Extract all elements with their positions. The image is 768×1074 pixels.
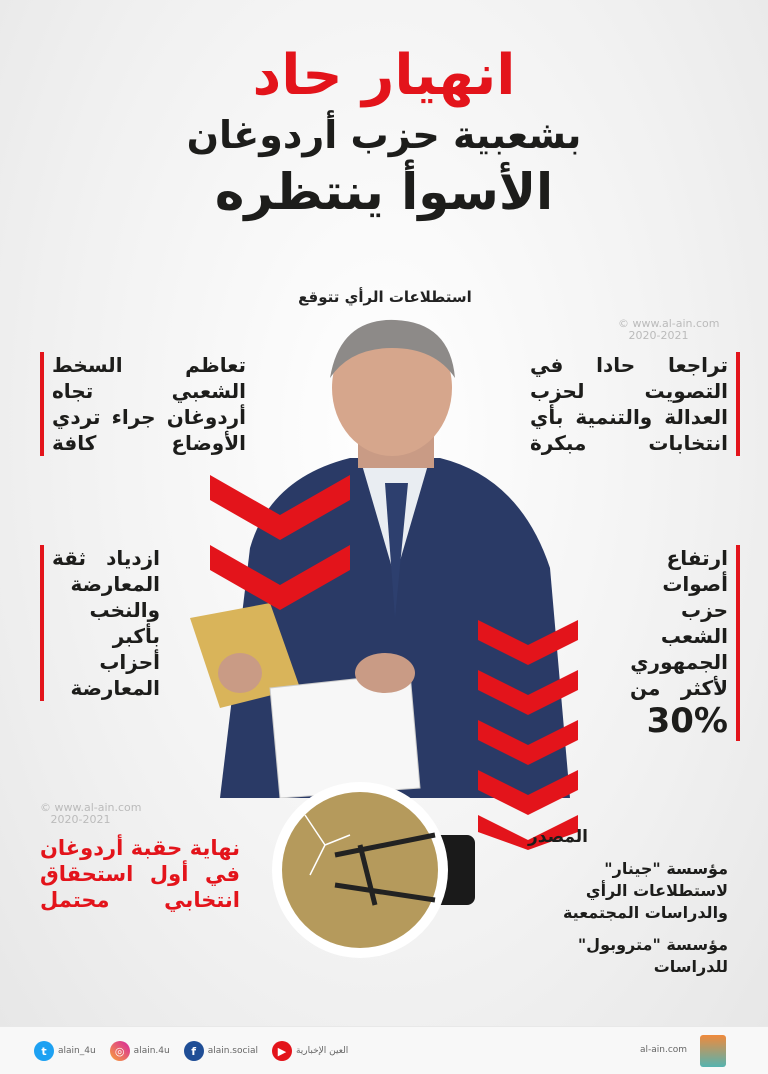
headline-line3: الأسوأ ينتظره: [214, 163, 554, 222]
site-link[interactable]: [640, 1045, 687, 1055]
source-item-metropoll: مؤسسة "متروبول" للدراسات: [577, 935, 728, 976]
headline-line2: بشعبية حزب أردوغان: [186, 113, 582, 158]
instagram-link[interactable]: [110, 1041, 170, 1061]
source-label: المصدر: [528, 827, 588, 847]
sources: [528, 826, 728, 978]
watermark-site: www.al-ain.com: [54, 801, 142, 814]
chevrons-right: [478, 620, 578, 850]
twitter-icon: t: [34, 1041, 54, 1061]
youtube-icon: ▶: [272, 1041, 292, 1061]
site-url: al-ain.com: [640, 1045, 688, 1055]
point-chp-text: ارتفاع أصوات حزب الشعب الجمهوري لأكثر من: [630, 546, 728, 700]
source-item-genar: مؤسسة "جينار" لاستطلاعات الرأي والدراسات المجتمعية: [562, 859, 728, 922]
chp-percent: 30%: [646, 701, 728, 741]
point-end-of-era: نهاية حقبة أردوغان في أول استحقاق انتخابي محتمل: [40, 836, 240, 912]
point-opposition-confidence: ازدياد ثقة المعارضة والنخب بأكبر أحزاب المعارضة: [40, 545, 160, 701]
facebook-link[interactable]: [184, 1041, 258, 1061]
watermark-years: 2020-2021: [50, 813, 111, 826]
twitter-link[interactable]: [34, 1041, 96, 1061]
social-links: [34, 1041, 348, 1061]
watermark-bottom: © www.al-ain.com 2020-2021: [40, 801, 142, 826]
footer: [0, 1026, 768, 1074]
al-ain-logo: [700, 1035, 726, 1067]
watermark-site: www.al-ain.com: [632, 317, 720, 330]
headline-red: انهيار حاد: [252, 43, 516, 108]
chevrons-left: [210, 465, 350, 615]
youtube-link[interactable]: [272, 1041, 348, 1061]
youtube-channel: العين الإخبارية: [295, 1046, 349, 1056]
instagram-handle: alain.4u: [133, 1046, 170, 1056]
facebook-handle: alain.social: [207, 1046, 258, 1056]
point-chp-rise: [630, 545, 740, 741]
broken-lightbulb-icon: [265, 775, 475, 965]
facebook-icon: f: [184, 1041, 204, 1061]
point-akp-decline: تراجعا حادا في التصويت لحزب العدالة والتنمية بأي انتخابات مبكرة: [530, 352, 740, 456]
subtitle: استطلاعات الرأي تتوقع: [298, 288, 472, 306]
instagram-icon: ◎: [110, 1041, 130, 1061]
headline-group: [134, 44, 634, 222]
watermark-top: © www.al-ain.com 2020-2021: [618, 317, 720, 342]
watermark-years: 2020-2021: [628, 329, 689, 342]
point-rising-discontent: تعاظم السخط الشعبي تجاه أردوغان جراء تردي الأوضاع كافة: [40, 352, 246, 456]
twitter-handle: alain_4u: [58, 1046, 96, 1056]
